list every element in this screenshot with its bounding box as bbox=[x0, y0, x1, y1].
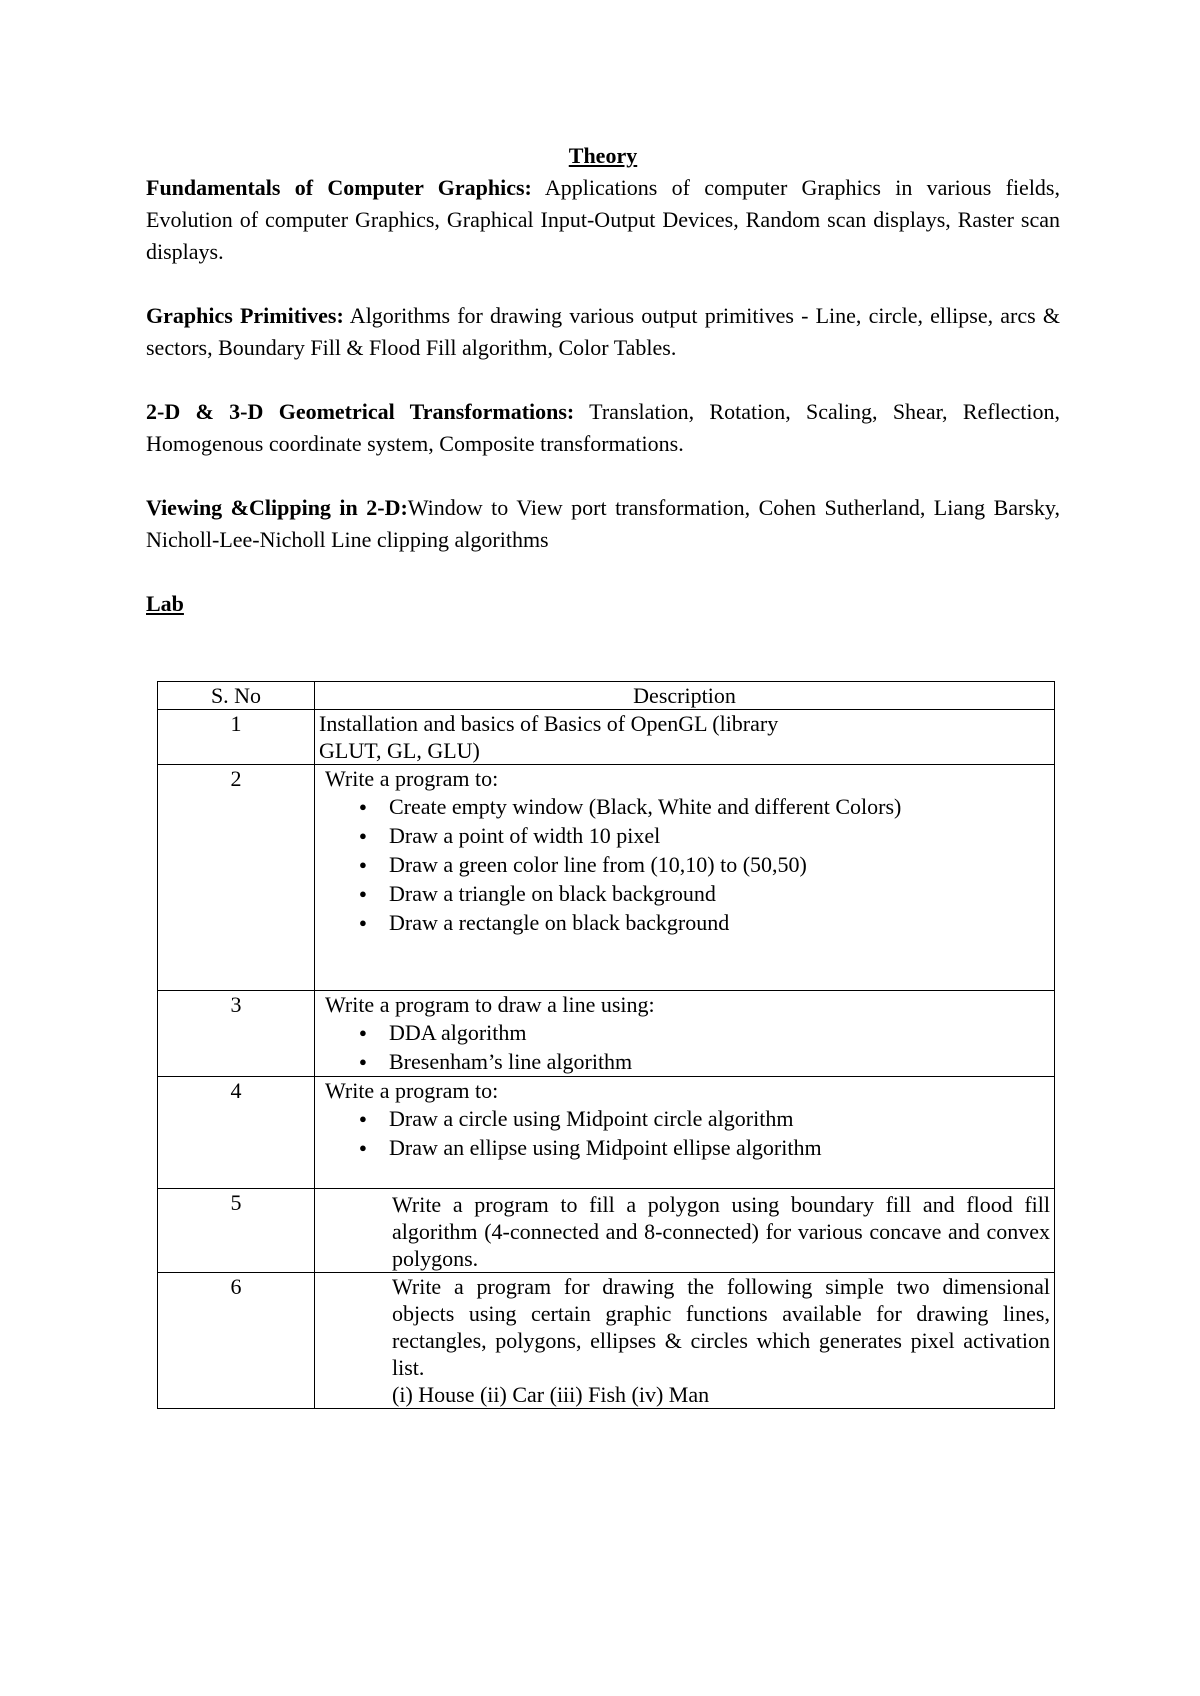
row-description bbox=[315, 991, 1055, 1077]
row-description bbox=[315, 765, 1055, 991]
bullet-list bbox=[319, 792, 1050, 937]
section-text: Translation, Rotation, Scaling, Shear, Reflection, Homogenous coordinate system, Composite transformations. bbox=[146, 399, 1060, 456]
list-item: ● Draw a point of width 10 pixel bbox=[389, 821, 1050, 850]
column-header-sno: S. No bbox=[158, 682, 315, 710]
section-label: 2-D & 3-D Geometrical Transformations: bbox=[146, 399, 575, 424]
row-number: 2 bbox=[158, 765, 315, 991]
table-header-row bbox=[158, 682, 1055, 710]
bullet-list bbox=[319, 1104, 1050, 1162]
theory-section-primitives bbox=[146, 300, 1060, 364]
list-item: ● Draw a green color line from (10,10) to (50,50) bbox=[389, 850, 1050, 879]
lab-table bbox=[157, 681, 1055, 1409]
row-description bbox=[315, 1077, 1055, 1189]
description-extra: (i) House (ii) Car (iii) Fish (iv) Man bbox=[392, 1382, 710, 1407]
row-number: 3 bbox=[158, 991, 315, 1077]
row-number: 6 bbox=[158, 1273, 315, 1409]
table-row bbox=[158, 1189, 1055, 1273]
description-line: GLUT, GL, GLU) bbox=[319, 738, 480, 763]
table-row bbox=[158, 765, 1055, 991]
list-item: ● DDA algorithm bbox=[389, 1018, 1050, 1047]
table-row bbox=[158, 710, 1055, 765]
section-label: Graphics Primitives: bbox=[146, 303, 344, 328]
row-description bbox=[315, 710, 1055, 765]
row-number: 4 bbox=[158, 1077, 315, 1189]
table-row bbox=[158, 1077, 1055, 1189]
section-text: Algorithms for drawing various output primitives - Line, circle, ellipse, arcs & sectors, Boundary Fill & Flood Fill algorithm, Color Tables. bbox=[146, 303, 1060, 360]
description-intro: Write a program to: bbox=[325, 1078, 499, 1103]
description-text: Write a program for drawing the following simple two dimensional objects using certain graphic functions available for drawing lines, rectangles, polygons, ellipses & circles which generates pixel activation list. bbox=[392, 1274, 1050, 1380]
lab-heading: Lab bbox=[146, 591, 184, 616]
description-intro: Write a program to: bbox=[325, 766, 499, 791]
list-item: ● Bresenham’s line algorithm bbox=[389, 1047, 1050, 1076]
description-line: Installation and basics of Basics of OpenGL (library bbox=[319, 711, 779, 736]
list-item: ● Draw a rectangle on black background bbox=[389, 908, 1050, 937]
table-row bbox=[158, 1273, 1055, 1409]
description-text: Write a program to fill a polygon using boundary fill and flood fill algorithm (4-connected and 8-connected) for various concave and convex polygons. bbox=[392, 1192, 1050, 1271]
list-item: ● Draw a circle using Midpoint circle algorithm bbox=[389, 1104, 1050, 1133]
document-page bbox=[146, 140, 1060, 620]
row-description bbox=[315, 1273, 1055, 1409]
column-header-description: Description bbox=[315, 682, 1055, 710]
list-item: ● Draw an ellipse using Midpoint ellipse algorithm bbox=[389, 1133, 1050, 1162]
theory-section-fundamentals bbox=[146, 172, 1060, 268]
description-intro: Write a program to draw a line using: bbox=[325, 992, 655, 1017]
theory-section-clipping bbox=[146, 492, 1060, 556]
row-number: 5 bbox=[158, 1189, 315, 1273]
theory-section-transformations bbox=[146, 396, 1060, 460]
table-row bbox=[158, 991, 1055, 1077]
section-label: Viewing &Clipping in 2-D: bbox=[146, 495, 408, 520]
bullet-list bbox=[319, 1018, 1050, 1076]
row-description bbox=[315, 1189, 1055, 1273]
section-text: Window to View port transformation, Cohen Sutherland, Liang Barsky, Nicholl-Lee-Nicholl Line clipping algorithms bbox=[146, 495, 1060, 552]
section-label: Fundamentals of Computer Graphics: bbox=[146, 175, 532, 200]
list-item: ● Create empty window (Black, White and different Colors) bbox=[389, 792, 1050, 821]
theory-heading: Theory bbox=[568, 143, 638, 168]
section-text: Applications of computer Graphics in various fields, Evolution of computer Graphics, Graphical Input-Output Devices, Random scan displays, Raster scan displays. bbox=[146, 175, 1060, 264]
row-number: 1 bbox=[158, 710, 315, 765]
list-item: ● Draw a triangle on black background bbox=[389, 879, 1050, 908]
